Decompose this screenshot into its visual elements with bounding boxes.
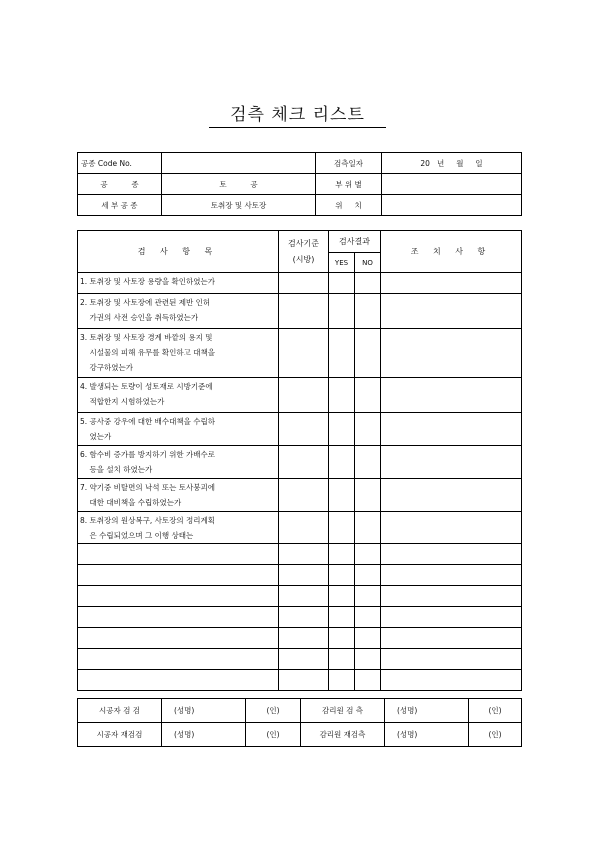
yes-cell[interactable] — [329, 329, 355, 378]
item-cell[interactable] — [78, 544, 279, 565]
checklist-item: 8. 토취장의 원상복구, 사토장의 정리계획 은 수립되었으며 그 이행 상태는 — [78, 512, 279, 544]
no-cell[interactable] — [355, 446, 381, 479]
part-label: 부 위 별 — [316, 174, 382, 195]
action-cell[interactable] — [381, 628, 522, 649]
no-cell[interactable] — [355, 294, 381, 329]
standard-cell[interactable] — [279, 544, 329, 565]
standard-cell[interactable] — [279, 446, 329, 479]
action-cell[interactable] — [381, 670, 522, 691]
code-label: 공종 Code No. — [78, 153, 162, 174]
header-standard — [279, 231, 329, 273]
checklist-empty-row — [78, 544, 522, 565]
yes-cell[interactable] — [329, 565, 355, 586]
action-cell[interactable] — [381, 565, 522, 586]
standard-cell[interactable] — [279, 273, 329, 294]
yes-cell[interactable] — [329, 446, 355, 479]
signer-label: 시공자 재검검 — [78, 723, 162, 747]
yes-cell[interactable] — [329, 607, 355, 628]
signer-seal[interactable]: (인) — [246, 699, 301, 723]
standard-cell[interactable] — [279, 607, 329, 628]
location-value-cell[interactable] — [382, 195, 522, 216]
action-cell[interactable] — [381, 586, 522, 607]
action-cell[interactable] — [381, 329, 522, 378]
action-cell[interactable] — [381, 273, 522, 294]
no-cell[interactable] — [355, 544, 381, 565]
yes-cell[interactable] — [329, 294, 355, 329]
signature-row — [78, 723, 522, 747]
checklist-row — [78, 512, 522, 544]
yes-cell[interactable] — [329, 586, 355, 607]
signature-table — [77, 698, 522, 747]
header-standard-sub: (시방) — [292, 254, 315, 264]
signer-name[interactable]: (성명) — [162, 699, 246, 723]
supervisor-label: 감리원 재검측 — [301, 723, 385, 747]
item-cell[interactable] — [78, 565, 279, 586]
signer-label: 시공자 검 검 — [78, 699, 162, 723]
yes-cell[interactable] — [329, 273, 355, 294]
header-result: 검사결과 — [329, 231, 381, 253]
yes-cell[interactable] — [329, 479, 355, 512]
standard-cell[interactable] — [279, 628, 329, 649]
header-no: NO — [355, 253, 381, 273]
standard-cell[interactable] — [279, 512, 329, 544]
checklist-empty-row — [78, 628, 522, 649]
checklist-item: 4. 발생되는 토량이 성토재로 시방기준에 적합한지 시험하였는가 — [78, 378, 279, 413]
action-cell[interactable] — [381, 512, 522, 544]
supervisor-label: 감리원 검 측 — [301, 699, 385, 723]
checklist-empty-row — [78, 649, 522, 670]
header-item: 검 사 항 목 — [78, 231, 279, 273]
checklist-item: 2. 토취장 및 사토장에 관련된 제반 인허 가권의 사전 승인을 취득하였는가 — [78, 294, 279, 329]
action-cell[interactable] — [381, 413, 522, 446]
no-cell[interactable] — [355, 512, 381, 544]
yes-cell[interactable] — [329, 628, 355, 649]
supervisor-seal[interactable]: (인) — [469, 699, 522, 723]
code-value-cell[interactable] — [162, 153, 316, 174]
no-cell[interactable] — [355, 565, 381, 586]
location-label: 위 치 — [316, 195, 382, 216]
header-yes: YES — [329, 253, 355, 273]
standard-cell[interactable] — [279, 670, 329, 691]
yes-cell[interactable] — [329, 670, 355, 691]
part-value-cell[interactable] — [382, 174, 522, 195]
yes-cell[interactable] — [329, 512, 355, 544]
yes-cell[interactable] — [329, 413, 355, 446]
action-cell[interactable] — [381, 378, 522, 413]
checklist-row — [78, 329, 522, 378]
work-value: 토 공 — [162, 174, 316, 195]
date-value[interactable]: 20 년 월 일 — [382, 153, 522, 174]
action-cell[interactable] — [381, 294, 522, 329]
signer-seal[interactable]: (인) — [246, 723, 301, 747]
header-action: 조 치 사 항 — [381, 231, 522, 273]
standard-cell[interactable] — [279, 586, 329, 607]
standard-cell[interactable] — [279, 649, 329, 670]
checklist-empty-row — [78, 565, 522, 586]
checklist-empty-row — [78, 670, 522, 691]
item-cell[interactable] — [78, 628, 279, 649]
checklist-row — [78, 378, 522, 413]
signature-row — [78, 699, 522, 723]
signer-name[interactable]: (성명) — [162, 723, 246, 747]
supervisor-name[interactable]: (성명) — [385, 723, 469, 747]
standard-cell[interactable] — [279, 378, 329, 413]
checklist-row — [78, 273, 522, 294]
no-cell[interactable] — [355, 670, 381, 691]
info-table — [77, 152, 522, 216]
checklist-item: 7. 약기중 비탈면의 낙석 또는 토사붕괴에 대한 대비책을 수립하였는가 — [78, 479, 279, 512]
action-cell[interactable] — [381, 446, 522, 479]
checklist-empty-row — [78, 586, 522, 607]
standard-cell[interactable] — [279, 329, 329, 378]
action-cell[interactable] — [381, 607, 522, 628]
standard-cell[interactable] — [279, 565, 329, 586]
checklist-table — [77, 230, 522, 691]
yes-cell[interactable] — [329, 378, 355, 413]
yes-cell[interactable] — [329, 649, 355, 670]
standard-cell[interactable] — [279, 294, 329, 329]
no-cell[interactable] — [355, 378, 381, 413]
item-cell[interactable] — [78, 649, 279, 670]
checklist-item: 5. 공사중 강우에 대한 배수대책을 수립하 였는가 — [78, 413, 279, 446]
supervisor-seal[interactable]: (인) — [469, 723, 522, 747]
checklist-row — [78, 479, 522, 512]
yes-cell[interactable] — [329, 544, 355, 565]
item-cell[interactable] — [78, 607, 279, 628]
title-underline — [209, 127, 386, 128]
no-cell[interactable] — [355, 273, 381, 294]
no-cell[interactable] — [355, 479, 381, 512]
standard-cell[interactable] — [279, 479, 329, 512]
page-title: 검측 체크 리스트 — [230, 105, 365, 125]
action-cell[interactable] — [381, 544, 522, 565]
no-cell[interactable] — [355, 628, 381, 649]
standard-cell[interactable] — [279, 413, 329, 446]
checklist-row — [78, 446, 522, 479]
date-label: 검측일자 — [316, 153, 382, 174]
checklist-empty-row — [78, 607, 522, 628]
no-cell[interactable] — [355, 586, 381, 607]
no-cell[interactable] — [355, 607, 381, 628]
work-label: 공 종 — [78, 174, 162, 195]
checklist-item: 1. 토취장 및 사토장 용량을 확인하였는가 — [78, 273, 279, 294]
checklist-row — [78, 413, 522, 446]
detail-value: 토취장 및 사토장 — [162, 195, 316, 216]
no-cell[interactable] — [355, 329, 381, 378]
action-cell[interactable] — [381, 479, 522, 512]
item-cell[interactable] — [78, 670, 279, 691]
detail-label: 세 부 공 종 — [78, 195, 162, 216]
no-cell[interactable] — [355, 649, 381, 670]
header-standard-label: 검사기준 — [288, 238, 319, 248]
checklist-item: 3. 토취장 및 사토장 경계 바깥의 용지 및 시설물의 피해 유무를 확인하고 대책을 강구하였는가 — [78, 329, 279, 378]
action-cell[interactable] — [381, 649, 522, 670]
no-cell[interactable] — [355, 413, 381, 446]
checklist-item: 6. 함수비 증가를 방지하기 위한 가배수로 등을 설치 하였는가 — [78, 446, 279, 479]
item-cell[interactable] — [78, 586, 279, 607]
checklist-row — [78, 294, 522, 329]
supervisor-name[interactable]: (성명) — [385, 699, 469, 723]
